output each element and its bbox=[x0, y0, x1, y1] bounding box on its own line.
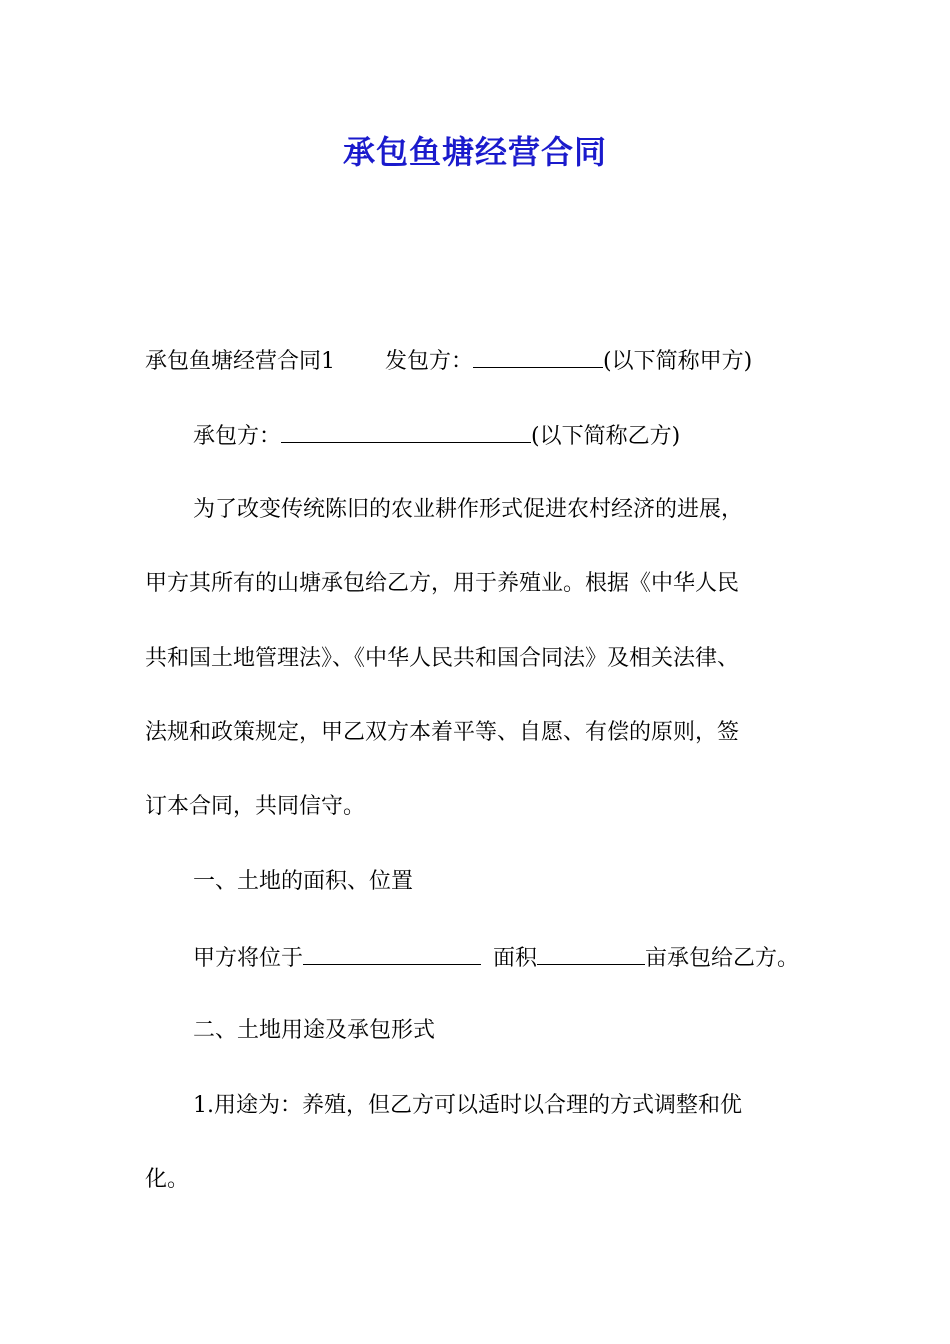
party-a-label: 发包方： bbox=[385, 349, 474, 374]
section-heading: 二、土地用途及承包形式 bbox=[193, 1018, 436, 1043]
area-suffix: 亩承包给乙方。 bbox=[645, 946, 800, 971]
party-a-suffix: (以下简称甲方) bbox=[603, 349, 753, 374]
section-heading: 一、土地的面积、位置 bbox=[193, 869, 414, 894]
party-b-label: 承包方： bbox=[193, 424, 282, 449]
land-location-line bbox=[193, 942, 799, 974]
party-b-blank bbox=[281, 420, 531, 443]
document-title: 承包鱼塘经营合同 bbox=[342, 133, 607, 171]
paragraph-line: 化。 bbox=[145, 1167, 190, 1192]
location-blank bbox=[303, 942, 481, 965]
paragraph-line: 订本合同，共同信守。 bbox=[145, 794, 366, 819]
area-blank bbox=[537, 942, 645, 965]
location-label: 甲方将位于 bbox=[193, 946, 304, 971]
paragraph-line: 法规和政策规定，甲乙双方本着平等、自愿、有偿的原则，签 bbox=[145, 720, 740, 745]
party-a-blank bbox=[473, 345, 603, 368]
paragraph-line: 甲方其所有的山塘承包给乙方，用于养殖业。根据《中华人民 bbox=[145, 571, 740, 596]
area-label: 面积 bbox=[493, 946, 538, 971]
paragraph-line: 1.用途为：养殖，但乙方可以适时以合理的方式调整和优 bbox=[193, 1093, 742, 1118]
contract-party-b-line bbox=[193, 420, 680, 452]
contract-subheading: 承包鱼塘经营合同1 bbox=[145, 349, 335, 374]
paragraph-line: 共和国土地管理法》、《中华人民共和国合同法》及相关法律、 bbox=[145, 646, 740, 671]
paragraph-line: 为了改变传统陈旧的农业耕作形式促进农村经济的进展， bbox=[193, 497, 744, 522]
contract-party-a-line bbox=[145, 345, 752, 377]
party-b-suffix: (以下简称乙方) bbox=[531, 424, 681, 449]
